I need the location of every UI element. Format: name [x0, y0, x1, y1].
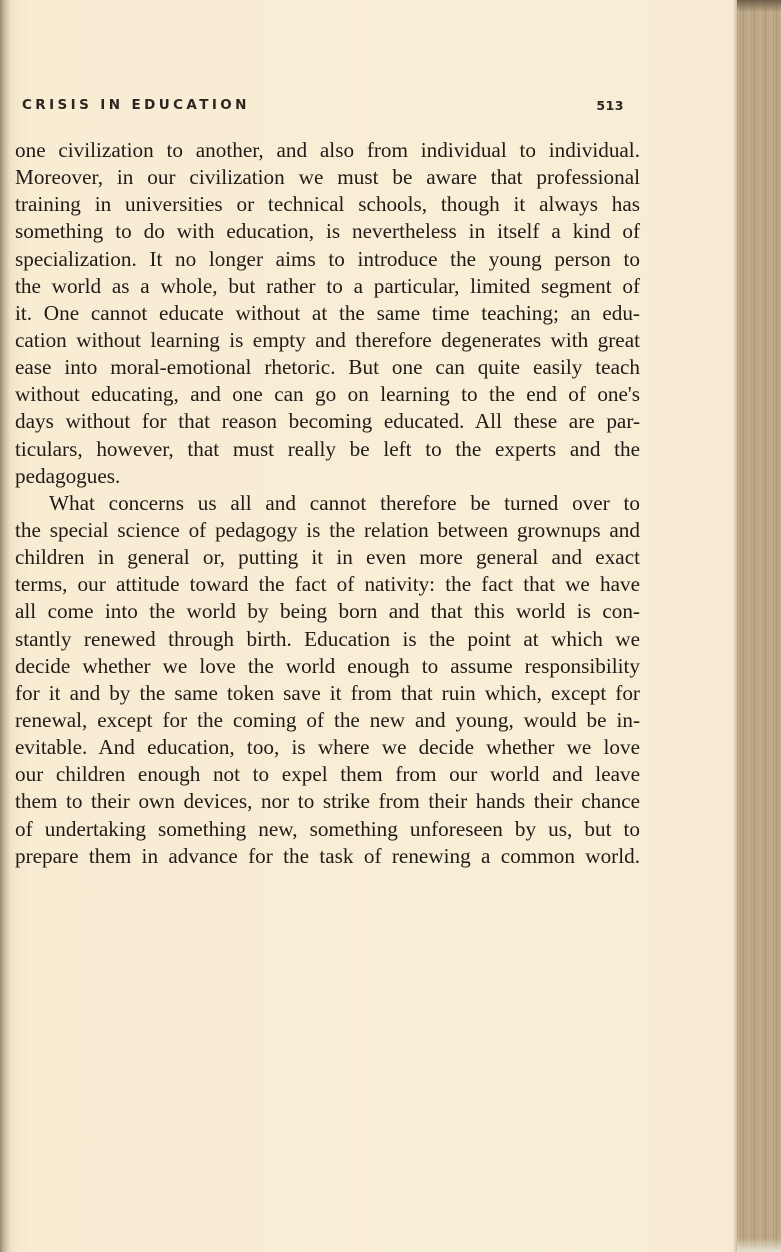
text-line: days without for that reason becoming educated. All these are par-: [15, 409, 640, 434]
text-line: specialization. It no longer aims to introduce the young person to: [15, 246, 640, 271]
text-line: one civilization to another, and also from individual to individual.: [15, 138, 640, 162]
paragraph-2: [15, 490, 640, 870]
text-line: all come into the world by being born and that this world is con-: [15, 599, 640, 624]
text-line: ticulars, however, that must really be left to the experts and the: [15, 436, 640, 461]
text-line: Moreover, in our civilization we must be aware that professional: [15, 165, 640, 190]
text-line: ease into moral-emotional rhetoric. But one can quite easily teach: [15, 355, 640, 380]
text-line: something to do with education, is nevertheless in itself a kind of: [15, 219, 640, 244]
page-edges-bottom-shade: [737, 1238, 781, 1252]
text-line: evitable. And education, too, is where we decide whether we love: [15, 735, 640, 760]
paragraph-1: [15, 137, 640, 490]
page-number: 513: [596, 97, 624, 113]
text-line: renewal, except for the coming of the new and young, would be in-: [15, 707, 640, 732]
text-line: pedagogues.: [15, 463, 121, 488]
page-edges: [737, 0, 781, 1252]
text-line: terms, our attitude toward the fact of nativity: the fact that we have: [15, 572, 640, 597]
running-head: [22, 93, 624, 117]
text-line: of undertaking something new, something unforeseen by us, but to: [15, 816, 640, 841]
text-line: decide whether we love the world enough to assume responsibility: [15, 653, 640, 678]
text-line: training in universities or technical schools, though it always has: [15, 192, 640, 217]
spine-shadow: [0, 0, 10, 1252]
text-line: children in general or, putting it in even more general and exact: [15, 545, 640, 570]
text-line: What concerns us all and cannot therefore be turned over to: [49, 490, 640, 515]
text-line: stantly renewed through birth. Education is the point at which we: [15, 626, 640, 651]
text-line: for it and by the same token save it from that ruin which, except for: [15, 680, 640, 705]
text-line: the world as a whole, but rather to a particular, limited segment of: [15, 273, 640, 298]
text-line: prepare them in advance for the task of renewing a common world.: [15, 843, 640, 868]
text-line: them to their own devices, nor to strike from their hands their chance: [15, 789, 640, 814]
text-line: it. One cannot educate without at the same time teaching; an edu-: [15, 300, 640, 325]
text-line: without educating, and one can go on learning to the end of one's: [15, 382, 640, 407]
text-line: our children enough not to expel them from our world and leave: [15, 762, 640, 787]
page-edges-top-shade: [737, 0, 781, 12]
running-title: CRISIS IN EDUCATION: [22, 97, 250, 113]
text-line: cation without learning is empty and therefore degenerates with great: [15, 327, 640, 352]
text-line: the special science of pedagogy is the relation between grownups and: [15, 517, 640, 542]
body-text: [15, 137, 640, 870]
